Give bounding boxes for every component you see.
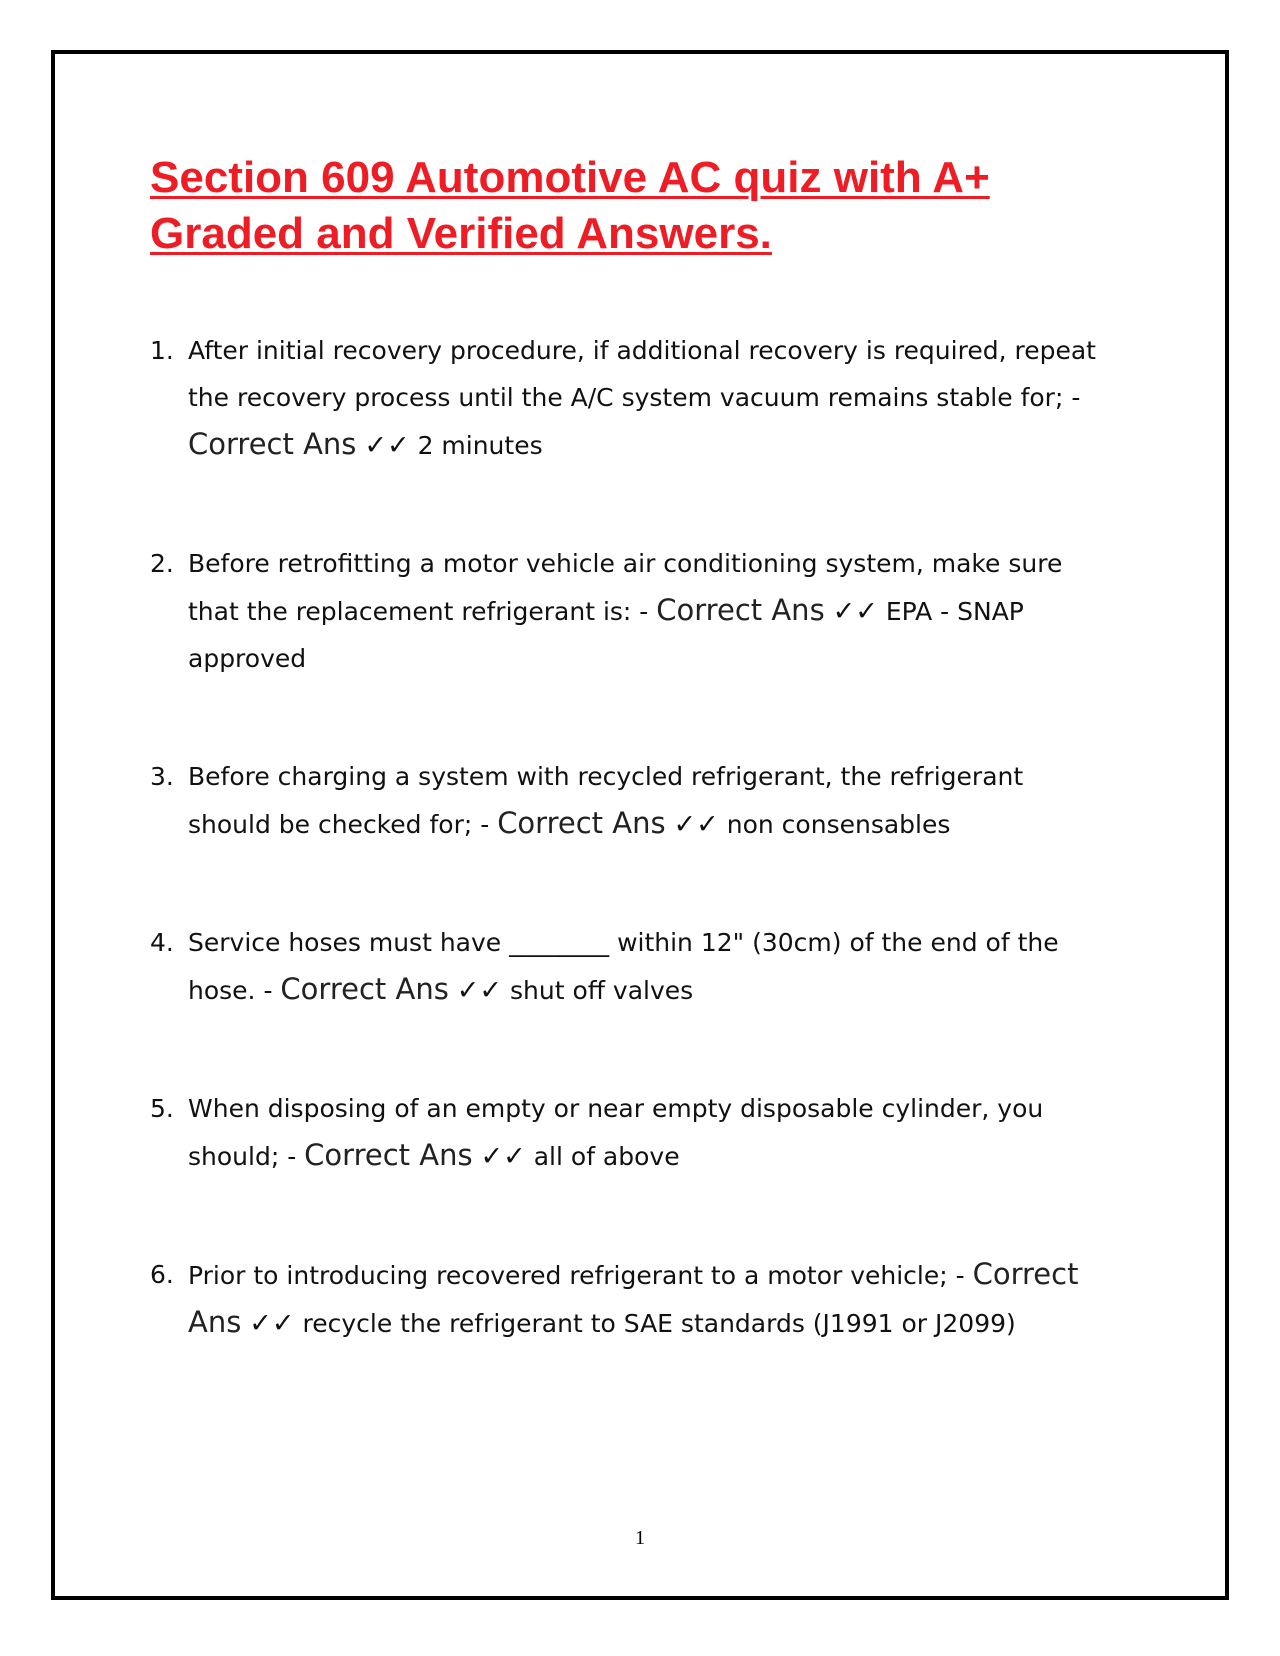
page-number: 1 (635, 1527, 645, 1549)
answer-text: recycle the refrigerant to SAE standards (J1991 or J2099) (302, 1309, 1016, 1338)
question-text: Before retrofitting a motor vehicle air conditioning system, make sure that the replacement refrigerant is: - (188, 549, 1063, 626)
question-item (150, 753, 1110, 848)
answer-text: 2 minutes (417, 431, 543, 460)
question-item (150, 327, 1110, 469)
answer-text: all of above (533, 1142, 680, 1171)
answer-label: Correct Ans (280, 972, 449, 1006)
question-number: 3. (150, 762, 174, 791)
answer-label: Correct Ans (188, 427, 357, 461)
double-check-icon: ✓✓ (249, 1308, 295, 1339)
question-number: 4. (150, 928, 174, 957)
question-text: After initial recovery procedure, if additional recovery is required, repeat the recovery process until the A/C system vacuum remains stable for; - (188, 336, 1096, 412)
question-item (150, 540, 1110, 682)
answer-text: EPA - SNAP approved (188, 597, 1024, 673)
question-number: 2. (150, 549, 174, 578)
answer-label: Correct Ans (656, 593, 825, 627)
question-text: Prior to introducing recovered refrigerant to a motor vehicle; - (188, 1261, 965, 1290)
question-item (150, 1251, 1110, 1347)
double-check-icon: ✓✓ (673, 809, 719, 840)
double-check-icon: ✓✓ (480, 1141, 526, 1172)
double-check-icon: ✓✓ (364, 430, 410, 461)
question-list (150, 327, 1110, 1418)
answer-label: Correct Ans (188, 1257, 1079, 1339)
question-item (150, 1085, 1110, 1180)
question-text: Service hoses must have ________ within 12" (30cm) of the end of the hose. - (188, 928, 1059, 1005)
answer-text: non consensables (726, 810, 951, 839)
document-title: Section 609 Automotive AC quiz with A+ Graded and Verified Answers. (150, 153, 990, 258)
double-check-icon: ✓✓ (832, 596, 878, 627)
answer-text: shut off valves (509, 976, 694, 1005)
answer-label: Correct Ans (497, 806, 666, 840)
question-item (150, 919, 1110, 1014)
question-number: 6. (150, 1260, 174, 1289)
question-number: 5. (150, 1094, 174, 1123)
question-text: Before charging a system with recycled refrigerant, the refrigerant should be checked for; - (188, 762, 1024, 839)
question-text: When disposing of an empty or near empty disposable cylinder, you should; - (188, 1094, 1044, 1171)
answer-label: Correct Ans (304, 1138, 473, 1172)
question-number: 1. (150, 336, 174, 365)
double-check-icon: ✓✓ (456, 975, 503, 1006)
